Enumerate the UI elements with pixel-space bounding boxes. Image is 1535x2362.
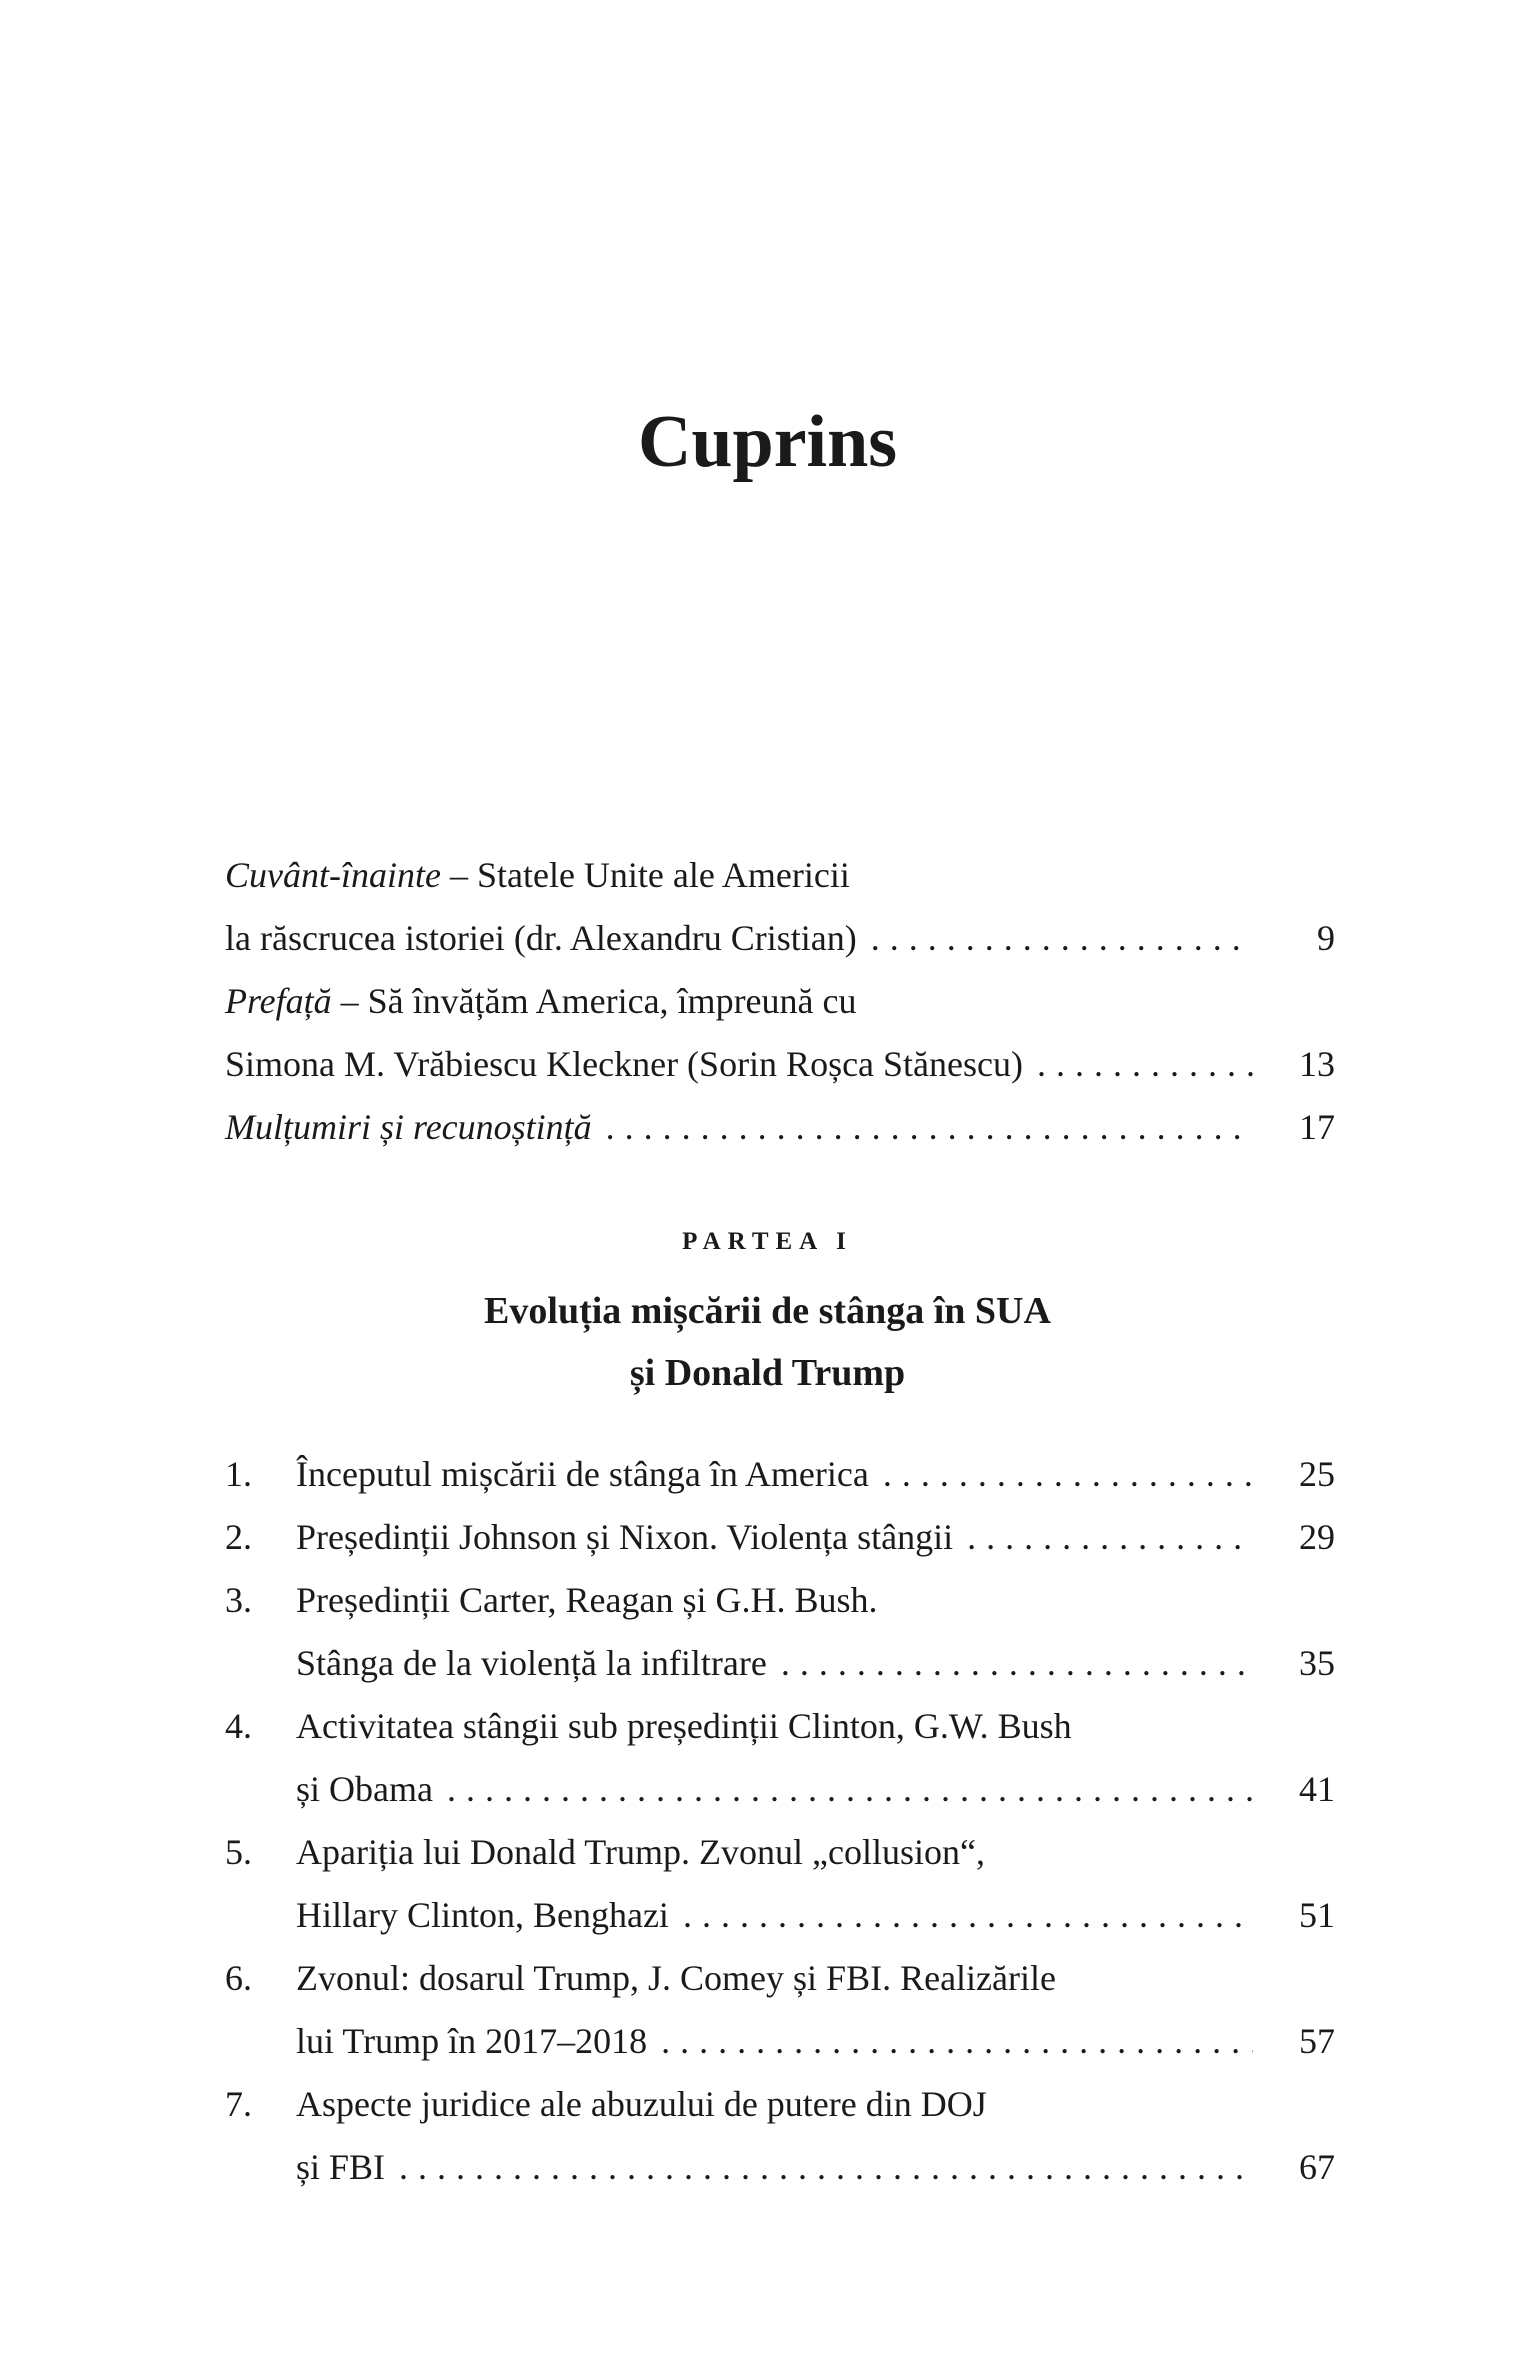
toc-chapter-1[interactable] bbox=[225, 1443, 1335, 1506]
chapter-title-cont: Stânga de la violență la infiltrare bbox=[296, 1643, 767, 1683]
chapter-number: 6. bbox=[225, 1958, 252, 1998]
page-number: 17 bbox=[1299, 1107, 1335, 1147]
chapter-title: Președinții Carter, Reagan și G.H. Bush. bbox=[296, 1580, 878, 1620]
toc-chapter-3[interactable] bbox=[225, 1569, 1335, 1632]
toc-entry-acknowledgements[interactable] bbox=[225, 1096, 1335, 1159]
leader-dots bbox=[967, 1506, 1253, 1569]
page-number: 51 bbox=[1299, 1895, 1335, 1935]
toc-chapter-7-cont[interactable] bbox=[225, 2136, 1335, 2199]
front-matter-list bbox=[225, 844, 1335, 1159]
part-title bbox=[0, 1280, 1535, 1404]
chapter-title: Aspecte juridice ale abuzului de putere din DOJ bbox=[296, 2084, 987, 2124]
entry-text: la răscrucea istoriei (dr. Alexandru Cristian) bbox=[225, 918, 857, 958]
toc-entry-preface-cont[interactable] bbox=[225, 1033, 1335, 1096]
entry-italic: Mulțumiri și recunoștință bbox=[225, 1107, 592, 1147]
page-number: 25 bbox=[1299, 1454, 1335, 1494]
toc-chapter-4[interactable] bbox=[225, 1695, 1335, 1758]
part-label: PARTEA I bbox=[682, 1228, 853, 1255]
leader-dots bbox=[1037, 1033, 1253, 1096]
chapter-number: 1. bbox=[225, 1454, 252, 1494]
page-number: 35 bbox=[1299, 1643, 1335, 1683]
chapter-title-cont: și FBI bbox=[296, 2147, 386, 2187]
page-number: 41 bbox=[1299, 1769, 1335, 1809]
part-title-line: Evoluția mișcării de stânga în SUA bbox=[484, 1290, 1051, 1332]
page-number: 9 bbox=[1317, 918, 1335, 958]
page-number: 67 bbox=[1299, 2147, 1335, 2187]
leader-dots bbox=[399, 2136, 1253, 2199]
chapter-number: 4. bbox=[225, 1706, 252, 1746]
toc-chapter-5-cont[interactable] bbox=[225, 1884, 1335, 1947]
page-number: 57 bbox=[1299, 2021, 1335, 2061]
leader-dots bbox=[661, 2010, 1253, 2073]
leader-dots bbox=[606, 1096, 1253, 1159]
chapter-title: Activitatea stângii sub președinții Clinton, G.W. Bush bbox=[296, 1706, 1072, 1746]
chapter-list bbox=[225, 1443, 1335, 2199]
leader-dots bbox=[683, 1884, 1253, 1947]
leader-dots bbox=[447, 1758, 1253, 1821]
entry-text: – Statele Unite ale Americii bbox=[440, 855, 850, 895]
leader-dots bbox=[781, 1632, 1253, 1695]
toc-entry-foreword[interactable] bbox=[225, 844, 1335, 907]
chapter-title: Începutul mișcării de stânga în America bbox=[296, 1454, 869, 1494]
chapter-number: 2. bbox=[225, 1517, 252, 1557]
chapter-title-cont: și Obama bbox=[296, 1769, 433, 1809]
toc-chapter-4-cont[interactable] bbox=[225, 1758, 1335, 1821]
toc-entry-preface[interactable] bbox=[225, 970, 1335, 1033]
toc-entry-foreword-cont[interactable] bbox=[225, 907, 1335, 970]
part-title-line: și Donald Trump bbox=[629, 1352, 906, 1394]
chapter-title: Președinții Johnson și Nixon. Violența stângii bbox=[296, 1517, 954, 1557]
leader-dots bbox=[871, 907, 1253, 970]
page-number: 13 bbox=[1299, 1044, 1335, 1084]
chapter-title-cont: Hillary Clinton, Benghazi bbox=[296, 1895, 669, 1935]
toc-chapter-6-cont[interactable] bbox=[225, 2010, 1335, 2073]
toc-chapter-3-cont[interactable] bbox=[225, 1632, 1335, 1695]
entry-italic: Cuvânt-înainte bbox=[225, 855, 441, 895]
chapter-title: Apariția lui Donald Trump. Zvonul „collusion“, bbox=[296, 1832, 985, 1872]
toc-chapter-7[interactable] bbox=[225, 2073, 1335, 2136]
chapter-number: 3. bbox=[225, 1580, 252, 1620]
entry-italic: Prefață bbox=[225, 981, 332, 1021]
toc-chapter-5[interactable] bbox=[225, 1821, 1335, 1884]
entry-text: – Să învățăm America, împreună cu bbox=[331, 981, 857, 1021]
page-number: 29 bbox=[1299, 1517, 1335, 1557]
leader-dots bbox=[883, 1443, 1253, 1506]
toc-chapter-6[interactable] bbox=[225, 1947, 1335, 2010]
page-title: Cuprins bbox=[637, 401, 898, 483]
chapter-number: 5. bbox=[225, 1832, 252, 1872]
chapter-title: Zvonul: dosarul Trump, J. Comey și FBI. Realizările bbox=[296, 1958, 1056, 1998]
toc-chapter-2[interactable] bbox=[225, 1506, 1335, 1569]
chapter-title-cont: lui Trump în 2017–2018 bbox=[296, 2021, 648, 2061]
entry-text: Simona M. Vrăbiescu Kleckner (Sorin Roșca Stănescu) bbox=[225, 1044, 1023, 1084]
chapter-number: 7. bbox=[225, 2084, 252, 2124]
